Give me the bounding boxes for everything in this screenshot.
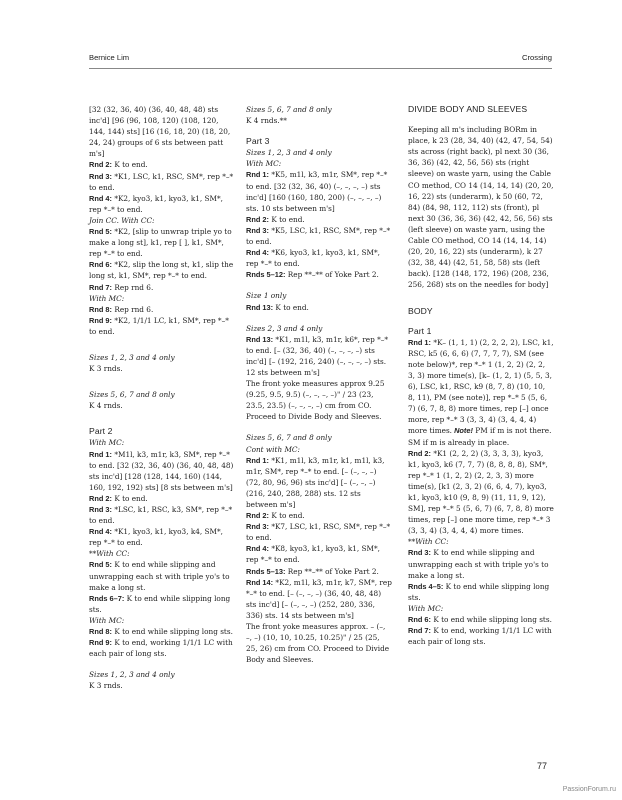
instruction-row: Rnd 4: *K2, kyo3, k1, kyo3, k1, SM*, rep *–* to end. <box>89 193 223 214</box>
instruction-row: Rnd 1: *K5, m1l, k3, m1r, SM*, rep *–* to end. [32 (32, 36, 40) (–, –, –, –) sts inc'd] [160 (160, 180, 200) (–, –, –, –) sts. 10 sts between m's] <box>246 170 388 213</box>
text: K 4 rnds.** <box>246 116 287 126</box>
text: K 4 rnds. <box>89 401 123 411</box>
instruction-row: Rnd 2: K to end. <box>89 493 148 503</box>
instruction-row: Rnd 3: K to end while slipping and unwrapping each st with triple yo's to make a long st. <box>408 548 549 580</box>
instruction-row: Rnd 1: *K1, m1l, k3, m1r, k1, m1l, k3, m1r, SM*, rep *–* to end. [– (–, –, –) (72, 80, 96, 96) sts inc'd] [– (–, –, –) (216, 240, 288, 288) sts. 12 sts between m's] <box>246 455 385 509</box>
instruction-row: Rnd 2: K to end. <box>246 511 305 521</box>
paragraph: The front yoke measures approx 9.25 (9.25, 9.5, 9.5) (–, –, –, –)" / 23 (23, 23.5, 23.5) (–, –, –, –) cm from CO. Proceed to Divide Body and Sleeves. <box>246 379 385 422</box>
section-heading: BODY <box>408 305 433 316</box>
instruction-row: Rnd 3: *K1, LSC, k1, RSC, SM*, rep *–* to end. <box>89 171 234 192</box>
section-heading: Part 3 <box>246 136 270 147</box>
section-heading: DIVIDE BODY AND SLEEVES <box>408 104 528 114</box>
subheading: With MC: <box>408 603 444 613</box>
subheading: With MC: <box>89 293 125 303</box>
instruction-row: Rnd 9: *K2, 1/1/1 LC, k1, SM*, rep *–* to end. <box>89 315 229 336</box>
subheading: With MC: <box>246 159 282 169</box>
subheading: **With CC: <box>408 537 449 547</box>
text: K 3 rnds. <box>89 364 123 374</box>
instruction-row: Rnd 1: *K– (1, 1, 1) (2, 2, 2, 2), LSC, k1, RSC, k5 (6, 6, 6) (7, 7, 7, 7), SM (see note below)*, rep *–* 1 (1, 2, 2) (2, 2, 3, 3) more time(s), [k– (1, 2, 1) (5, 5, 3, 6), LSC, k1, RSC, k9 (8, 7, 8) (10, 10, 8, 11), PM (see note)], rep *–* 5 (5, 6, 7) (6, 7, 8, 8) more times, rep [–] once more, rep *–* 3 (3, 3, 4) (3, 4, 4, 4) more times. Note! PM if m is not there. SM if m is already in place. <box>408 337 554 447</box>
instruction-row: Rnd 8: Rep rnd 6. <box>89 304 154 314</box>
instruction-row: Rnd 2: K to end. <box>89 160 148 170</box>
subsection-heading: Part 1 <box>408 325 432 336</box>
subheading: With MC: <box>89 438 125 448</box>
instruction-row: Rnds 6–7: K to end while slipping long sts. <box>89 593 231 614</box>
size-heading: Sizes 2, 3 and 4 only <box>246 323 323 333</box>
instruction-row: Rnd 5: K to end while slipping and unwrapping each st with triple yo's to make a long st. <box>89 560 230 592</box>
instruction-row: Rnd 3: *K7, LSC, k1, RSC, SM*, rep *–* to end. <box>246 522 391 543</box>
size-heading: Size 1 only <box>246 291 287 301</box>
header-author: Bernice Lim <box>89 53 130 62</box>
instruction-row: Rnd 9: K to end, working 1/1/1 LC with each pair of long sts. <box>89 638 233 659</box>
instruction-row: Rnd 4: *K6, kyo3, k1, kyo3, k1, SM*, rep *–* to end. <box>246 248 380 269</box>
size-heading: Sizes 1, 2, 3 and 4 only <box>246 148 332 158</box>
instruction-row: Rnd 8: K to end while slipping long sts. <box>89 627 233 637</box>
instruction-row: Rnd 14: *K2, m1l, k3, m1r, k7, SM*, rep *–* to end. [– (–, –, –) (36, 40, 48, 48) sts inc'd] [– (–, –, –) (252, 280, 336, 336) sts. 14 sts between m's] <box>246 577 392 620</box>
instruction-row: Rnd 2: K to end. <box>246 214 305 224</box>
subheading: Join CC. With CC: <box>89 215 155 225</box>
header-title: Crossing <box>522 53 552 62</box>
size-heading: Sizes 5, 6, 7 and 8 only <box>246 105 332 114</box>
instruction-row: Rnd 5: *K2, [slip to unwrap triple yo to make a long st], k1, rep [ ], k1, SM*, rep *–* to end. <box>89 227 232 259</box>
size-heading: Sizes 1, 2, 3 and 4 only <box>89 670 175 680</box>
instruction-row: Rnd 2: *K1 (2, 2, 2) (3, 3, 3, 3), kyo3, k1, kyo3, k6 (7, 7, 7) (8, 8, 8, 8), SM*, rep *–* 1 (1, 2, 2) (2, 2, 3, 3) more time(s), [k1 (2, 3, 2) (6, 6, 4, 7), kyo3, k1, kyo3, k10 (9, 8, 9) (11, 11, 9, 12), SM], rep *–* 5 (5, 6, 7) (6, 7, 8, 8) more times, rep [–] one more time, rep *–* 3 (3, 3, 4) (3, 4, 4, 4) more times. <box>408 448 554 536</box>
subheading: **With CC: <box>89 549 130 559</box>
instruction-row: Rnd 7: Rep rnd 6. <box>89 282 154 292</box>
paragraph: [32 (32, 36, 40) (36, 40, 48, 48) sts inc'd] [96 (96, 108, 120) (108, 120, 144, 144) sts] [16 (16, 18, 20) (18, 20, 24, 24) groups of 6 sts between patt m's] <box>89 105 231 159</box>
instruction-row: Rnd 7: K to end, working 1/1/1 LC with each pair of long sts. <box>408 626 552 647</box>
instruction-row: Rnds 5–12: Rep **–** of Yoke Part 2. <box>246 270 379 280</box>
paragraph: The front yoke measures approx. – (–, –, –) (10, 10, 10.25, 10.25)" / 25 (25, 25, 26) cm from CO. Proceed to Divide Body and Sleeves. <box>246 622 390 665</box>
instruction-row: Rnd 13: K to end. <box>246 302 309 312</box>
size-heading: Sizes 5, 6, 7 and 8 only <box>89 390 175 400</box>
subheading: Cont with MC: <box>246 444 300 454</box>
instruction-row: Rnds 5–13: Rep **–** of Yoke Part 2. <box>246 566 379 576</box>
instruction-row: Rnd 3: *K5, LSC, k1, RSC, SM*, rep *–* to end. <box>246 225 391 247</box>
column-1 <box>89 104 235 692</box>
instruction-row: Rnd 3: *LSC, k1, RSC, k3, SM*, rep *–* to end. <box>89 505 233 526</box>
header-rule <box>89 68 552 69</box>
instruction-row: Rnds 4–5: K to end while slipping long sts. <box>408 581 550 602</box>
text: K 3 rnds. <box>89 681 123 691</box>
instruction-row: Rnd 13: *K1, m1l, k3, m1r, k6*, rep *–* to end. [– (32, 36, 40) (–, –, –, –) sts inc'd] [– (192, 216, 240) (–, –, –, –) sts. 12 sts between m's] <box>246 334 389 377</box>
instruction-row: Rnd 4: *K1, kyo3, k1, kyo3, k4, SM*, rep *–* to end. <box>89 527 223 548</box>
size-heading: Sizes 1, 2, 3 and 4 only <box>89 352 175 362</box>
column-2 <box>246 104 392 665</box>
watermark: PassionForum.ru <box>562 786 616 793</box>
paragraph: Keeping all m's including BORm in place, k 23 (28, 34, 40) (42, 47, 54, 54) sts across (right back), pl next 30 (36, 36, 36) (42, 42, 56, 56) sts (right sleeve) on waste yarn, using the Cable CO method, CO 14 (14, 14, 14) (20, 20, 16, 22) sts (underarm), k 50 (60, 72, 84) (84, 98, 112, 112) sts (front), pl next 30 (36, 36, 36) (42, 42, 56, 56) sts (left sleeve) on waste yarn, using the Cable CO method, CO 14 (14, 14, 14) (20, 20, 16, 22) sts (underarm), k 27 (32, 38, 44) (42, 51, 58, 58) sts (left back). [128 (148, 172, 196) (208, 236, 256, 268) sts on the needles for body] <box>408 125 554 290</box>
instruction-row: Rnd 6: K to end while slipping long sts. <box>408 615 552 625</box>
column-3 <box>408 104 554 647</box>
section-heading: Part 2 <box>89 426 113 437</box>
instruction-row: Rnd 4: *K8, kyo3, k1, kyo3, k1, SM*, rep *–* to end. <box>246 544 380 565</box>
size-heading: Sizes 5, 6, 7 and 8 only <box>246 433 332 443</box>
subheading: With MC: <box>89 615 125 625</box>
instruction-row: Rnd 1: *M1l, k3, m1r, k3, SM*, rep *–* to end. [32 (32, 36, 40) (36, 40, 48, 48) sts inc'd] [128 (128, 144, 160) (144, 160, 192, 192) sts] [8 sts between m's] <box>89 449 234 492</box>
instruction-row: Rnd 6: *K2, slip the long st, k1, slip the long st, k1, SM*, rep *–* to end. <box>89 260 234 281</box>
page-number: 77 <box>537 761 548 771</box>
